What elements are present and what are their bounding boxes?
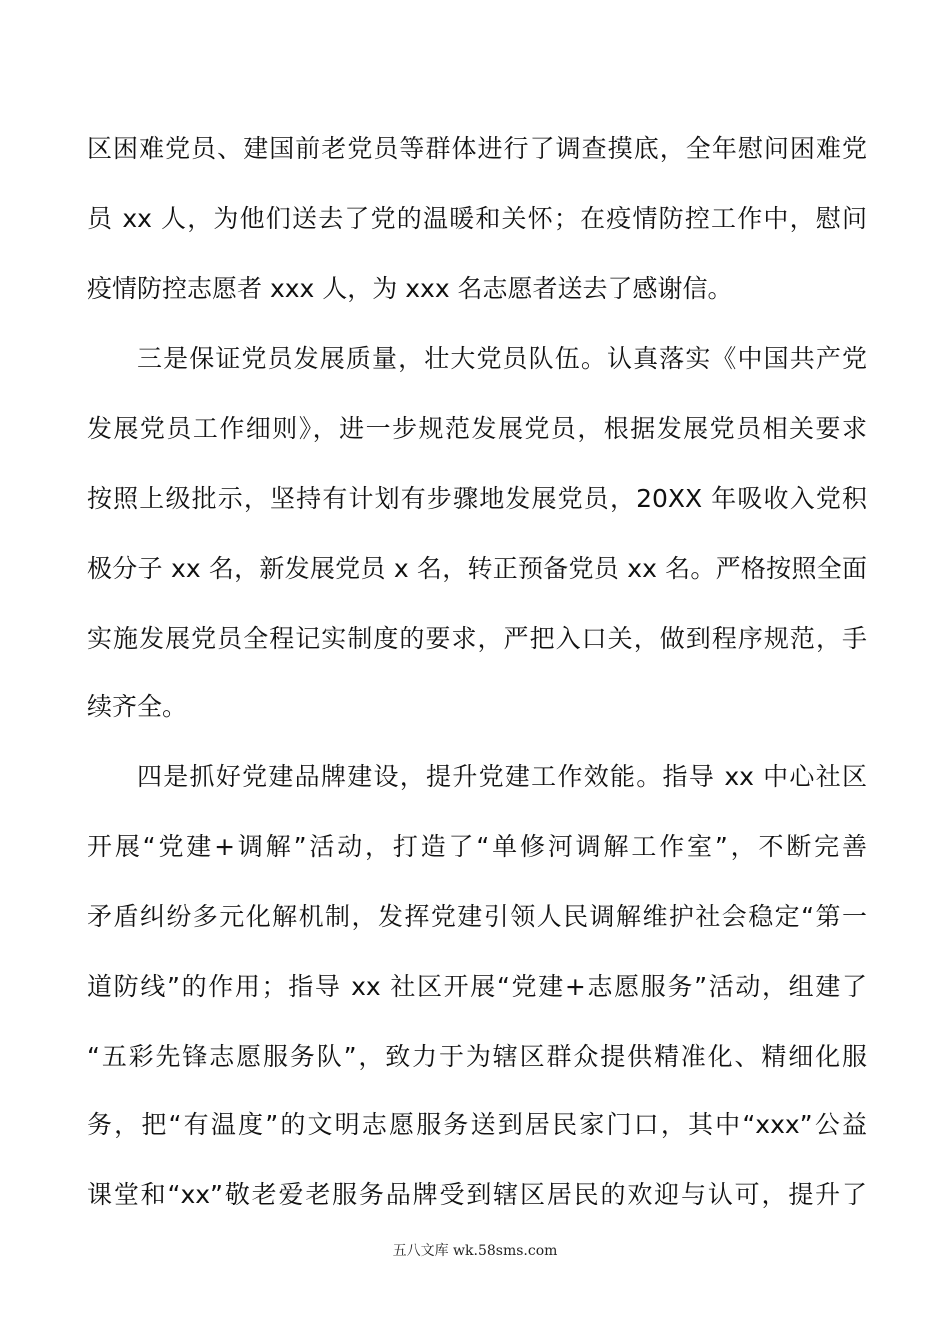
text-line: 课堂和“xx”敬老爱老服务品牌受到辖区居民的欢迎与认可，提升了 [87,1180,867,1209]
paragraph-first-line: 三是保证党员发展质量，壮大党员队伍。认真落实《中国共产党 [137,344,867,373]
text-line: 续齐全。 [87,692,188,721]
text-line: “五彩先锋志愿服务队”，致力于为辖区群众提供精准化、精细化服 [87,1042,867,1071]
text-line: 开展“党建+调解”活动，打造了“单修河调解工作室”，不断完善 [87,832,867,861]
text-line: 务，把“有温度”的文明志愿服务送到居民家门口，其中“xxx”公益 [87,1110,867,1139]
text-line: 发展党员工作细则》，进一步规范发展党员，根据发展党员相关要求 [87,414,867,443]
text-line: 道防线”的作用；指导 xx 社区开展“党建+志愿服务”活动，组建了 [87,972,867,1001]
text-line: 按照上级批示，坚持有计划有步骤地发展党员，20XX 年吸收入党积 [87,484,867,513]
text-line: 实施发展党员全程记实制度的要求，严把入口关，做到程序规范，手 [87,624,867,653]
paragraph-first-line: 四是抓好党建品牌建设，提升党建工作效能。指导 xx 中心社区 [137,762,867,791]
text-line: 矛盾纠纷多元化解机制，发挥党建引领人民调解维护社会稳定“第一 [87,902,867,931]
page-footer: 五八文库 wk.58sms.com [392,1243,558,1259]
text-line: 极分子 xx 名，新发展党员 x 名，转正预备党员 xx 名。严格按照全面 [87,554,867,583]
text-line: 区困难党员、建国前老党员等群体进行了调查摸底，全年慰问困难党 [87,134,867,163]
text-line: 疫情防控志愿者 xxx 人，为 xxx 名志愿者送去了感谢信。 [87,274,733,303]
text-line: 员 xx 人，为他们送去了党的温暖和关怀；在疫情防控工作中，慰问 [87,204,867,233]
